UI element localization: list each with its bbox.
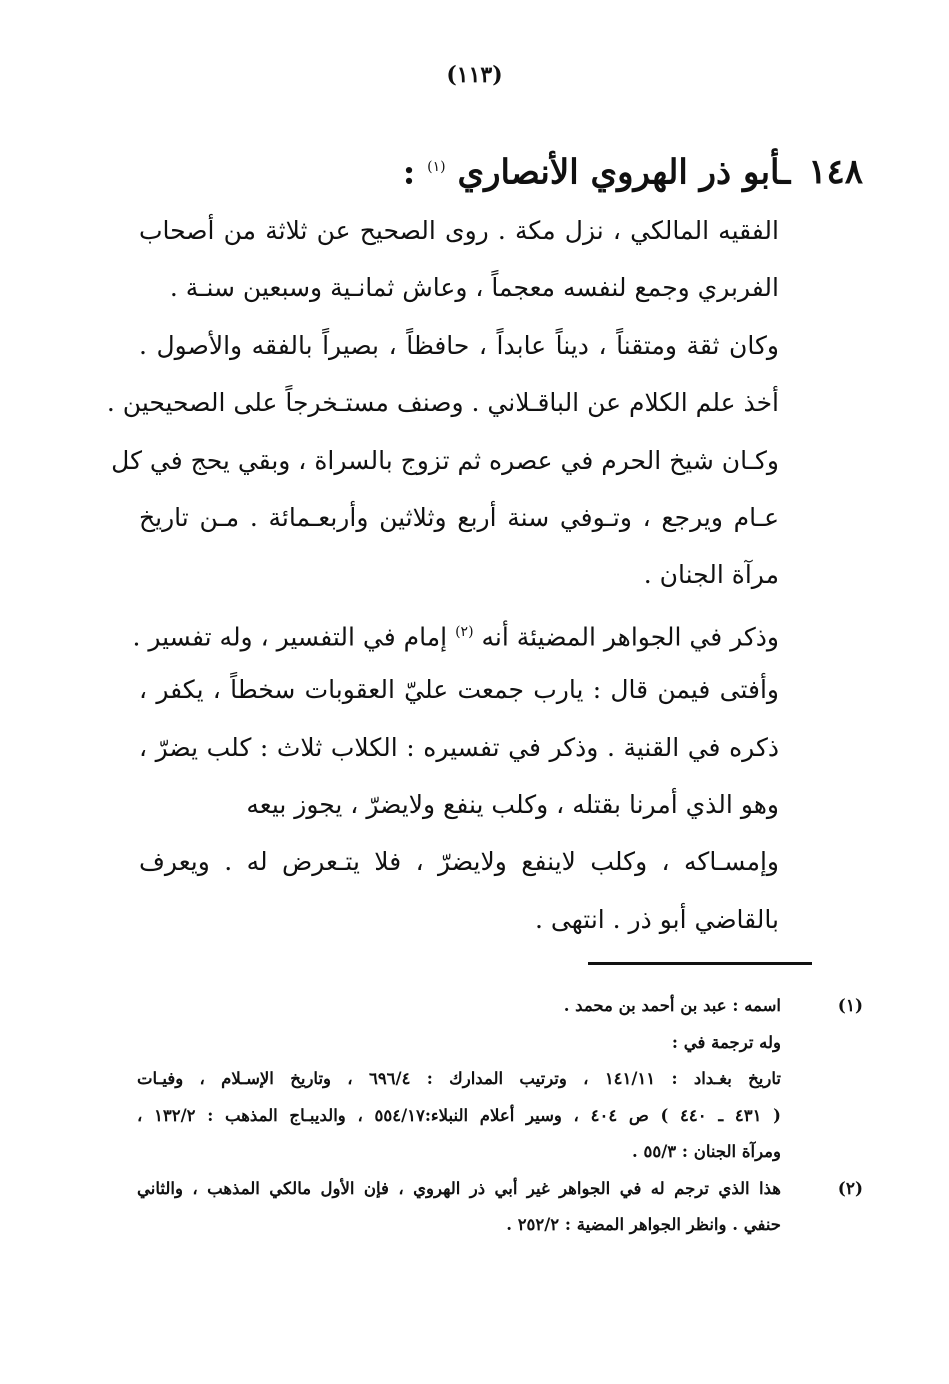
entry-colon: : — [402, 152, 416, 193]
footnote-1 — [137, 988, 863, 1171]
body-line — [132, 604, 779, 661]
body-line: الفربري وجمع لنفسه معجماً ، وعاش ثمانـية وسبعين سنـة . — [169, 273, 779, 303]
body-line: وكان ثقة ومتقناً ، ديناً عابداً ، حافظاً ، بصيراً بالفقه والأصول . — [139, 330, 779, 360]
footnote-ref-2: (٢) — [455, 623, 474, 640]
body-line: أخذ علم الكلام عن الباقـلاني . وصنف مستـخرجاً على الصحيحين . — [106, 388, 779, 418]
body-line: وكـان شيخ الحرم في عصره ثم تزوج بالسراة ، وبقي يحج في كل — [111, 445, 779, 475]
footnote-2 — [137, 1171, 863, 1244]
footnote-line: ( ٤٣١ ـ ٤٤٠ ) ص ٤٠٤ ، وسير أعلام النبلاء:٥٥٤/١٧ ، والديبـاج المذهب : ١٣٢/٢ ، — [137, 1105, 781, 1125]
page-number: (١١٣) — [446, 62, 503, 88]
footnote-line: ومرآة الجنان : ٥٥/٣ . — [632, 1142, 781, 1161]
footnote-line: هذا الذي ترجم له في الجواهر غير أبي ذر الهروي ، فإن الأول مالكي المذهب ، والثاني — [137, 1178, 781, 1198]
body-line: وإمسـاكه ، وكلب لاينفع ولايضرّ ، فلا يتـعرض له . ويعرف — [139, 847, 779, 877]
footnote-separator — [588, 962, 812, 965]
body-line: وهو الذي أمرنا بقتله ، وكلب ينفع ولايضرّ ، يجوز بيعه — [246, 789, 779, 819]
body-line: الفقيه المالكي ، نزل مكة . روى الصحيح عن ثلاثة من أصحاب — [139, 216, 779, 245]
body-line: ذكره في القنية . وذكر في تفسيره : الكلاب ثلاث : كلب يضرّ ، — [139, 732, 779, 762]
body-line-part: إمام في التفسير ، وله تفسير . — [132, 622, 448, 652]
body-text — [106, 202, 779, 948]
body-line: بالقاضي أبو ذر . انتهى . — [535, 904, 779, 934]
footnote-ref-1: (١) — [427, 159, 446, 175]
body-line-part: وذكر في الجواهر المضيئة أنه — [481, 622, 779, 652]
body-line: مرآة الجنان . — [643, 560, 779, 590]
entry-title: ـأبو ذر الهروي الأنصاري — [457, 152, 791, 193]
footnote-line: حنفي . وانظر الجواهر المضية : ٢٥٢/٢ . — [506, 1215, 781, 1234]
body-line: وأفتى فيمن قال : يارب جمعت عليّ العقوبات سخطاً ، يكفر ، — [139, 675, 779, 705]
body-line: عـام ويرجع ، وتـوفي سنة أربع وثلاثين وأربعـمائة . مـن تاريخ — [139, 502, 779, 532]
footnote-marker: (١) — [837, 996, 863, 1016]
entry-number: ١٤٨ — [808, 152, 863, 193]
footnote-line: تاريخ بغـداد : ١٤١/١١ ، وترتيب المدارك : ٦٩٦/٤ ، وتاريخ الإسـلام ، وفيـات — [137, 1069, 781, 1088]
footnote-line: وله ترجمة في : — [671, 1032, 781, 1052]
footnote-marker: (٢) — [837, 1178, 863, 1199]
entry-heading — [103, 142, 863, 197]
footnote-line: اسمه : عبد بن أحمد بن محمد . — [563, 996, 781, 1015]
footnotes — [137, 988, 863, 1244]
